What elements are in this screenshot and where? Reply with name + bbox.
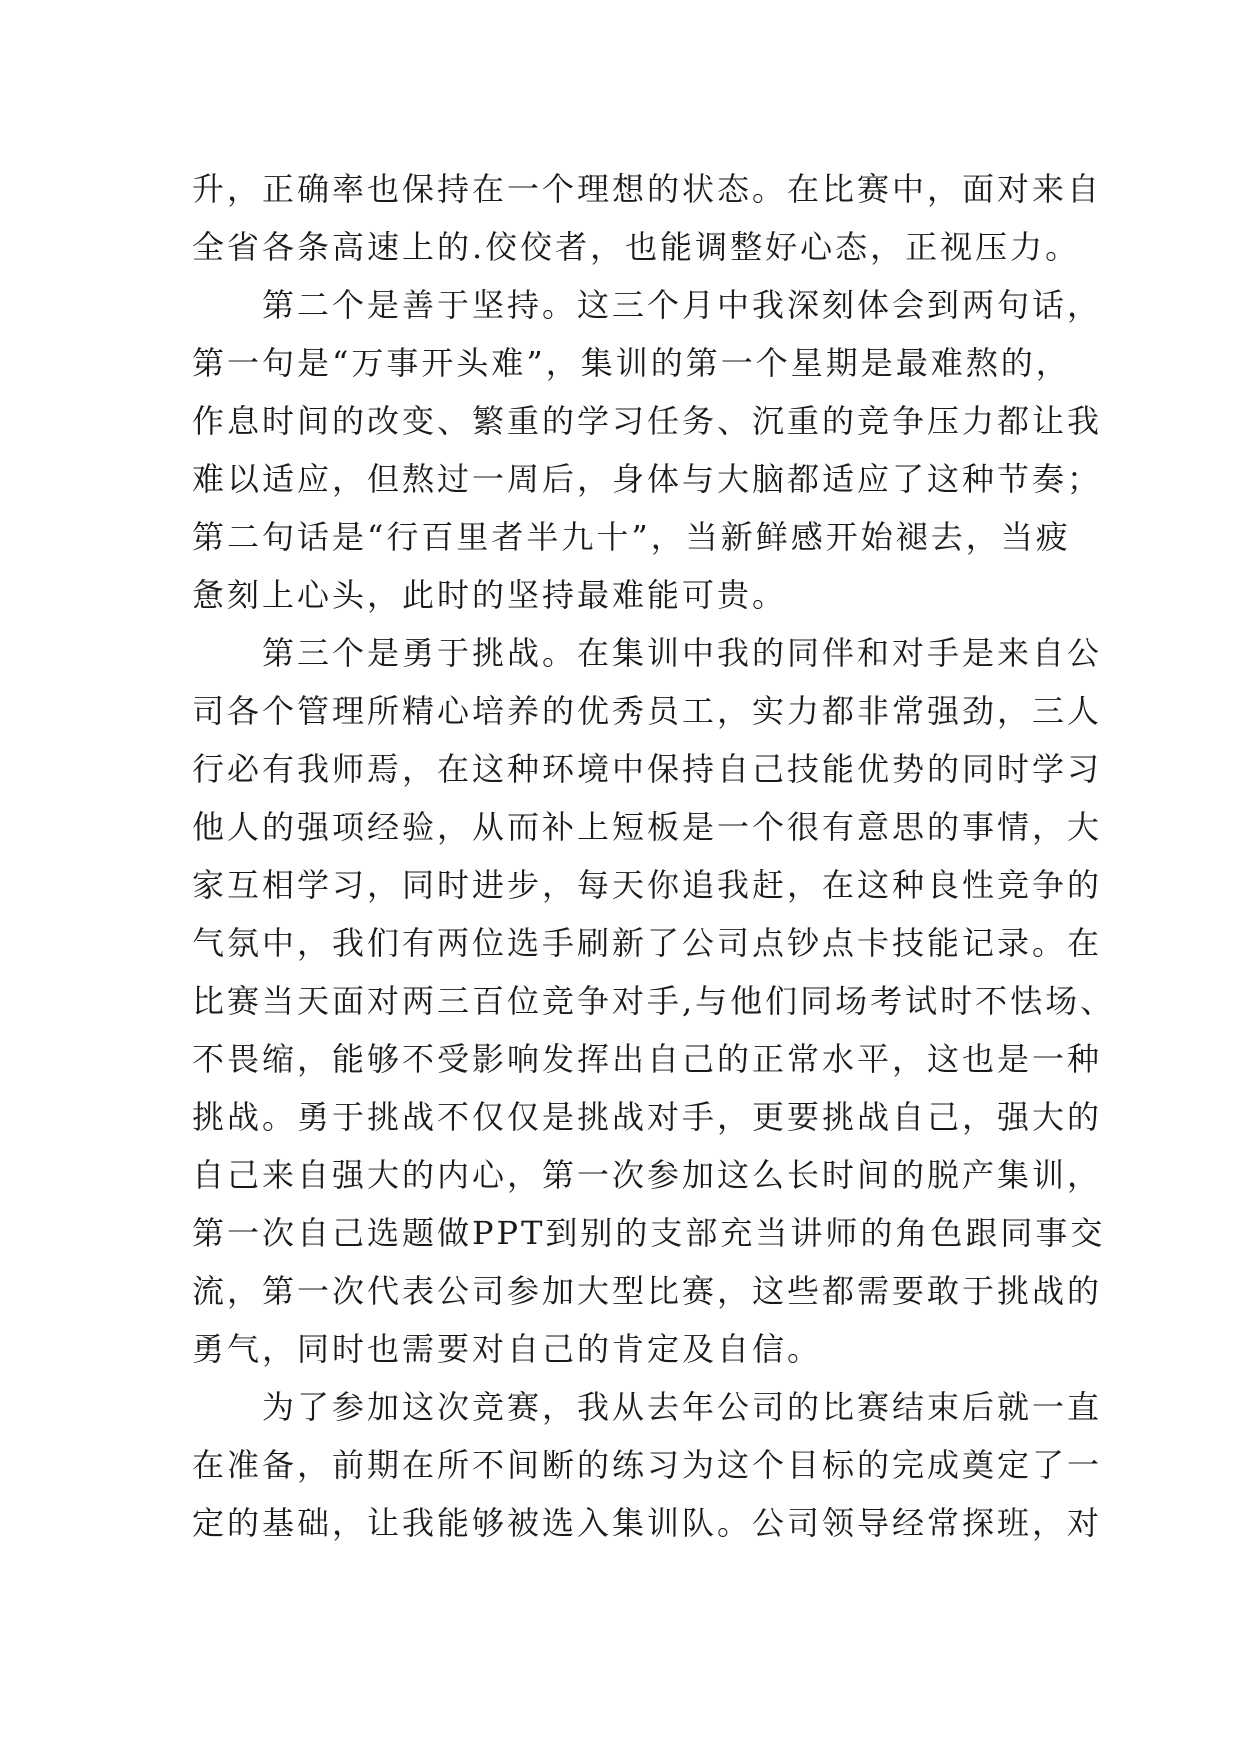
text-line: 行必有我师焉，在这种环境中保持自己技能优势的同时学习	[192, 750, 1103, 788]
text-line: 第一次自己选题做PPT到别的支部充当讲师的角色跟同事交	[192, 1214, 1106, 1252]
paragraph-start-line: 第三个是勇于挑战。在集训中我的同伴和对手是来自公	[262, 634, 1103, 672]
text-line: 在准备，前期在所不间断的练习为这个目标的完成奠定了一	[192, 1446, 1103, 1484]
text-line: 难以适应，但熬过一周后，身体与大脑都适应了这种节奏；	[192, 460, 1103, 498]
paragraph-start-line: 第二个是善于坚持。这三个月中我深刻体会到两句话，	[262, 286, 1103, 324]
document-body	[192, 160, 1116, 1552]
text-line: 勇气，同时也需要对自己的肯定及自信。	[192, 1330, 823, 1368]
text-line: 比赛当天面对两三百位竞争对手,与他们同场考试时不怯场、	[192, 982, 1116, 1020]
text-line: 第二句话是“行百里者半九十”，当新鲜感开始褪去，当疲	[192, 518, 1071, 556]
text-line: 升，正确率也保持在一个理想的状态。在比赛中，面对来自	[192, 170, 1103, 208]
text-line: 气氛中，我们有两位选手刷新了公司点钞点卡技能记录。在	[192, 924, 1103, 962]
text-line: 不畏缩，能够不受影响发挥出自己的正常水平，这也是一种	[192, 1040, 1103, 1078]
text-line: 第一句是“万事开头难”，集训的第一个星期是最难熬的，	[192, 344, 1071, 382]
text-line: 家互相学习，同时进步，每天你追我赶，在这种良性竞争的	[192, 866, 1103, 904]
text-line: 惫刻上心头，此时的坚持最难能可贵。	[192, 576, 788, 614]
text-line: 司各个管理所精心培养的优秀员工，实力都非常强劲，三人	[192, 692, 1103, 730]
text-line: 自己来自强大的内心，第一次参加这么长时间的脱产集训，	[192, 1156, 1103, 1194]
paragraph-start-line: 为了参加这次竞赛，我从去年公司的比赛结束后就一直	[262, 1388, 1103, 1426]
text-line: 全省各条高速上的.佼佼者，也能调整好心态，正视压力。	[192, 228, 1081, 266]
text-line: 流，第一次代表公司参加大型比赛，这些都需要敢于挑战的	[192, 1272, 1103, 1310]
text-line: 作息时间的改变、繁重的学习任务、沉重的竞争压力都让我	[192, 402, 1103, 440]
text-line: 定的基础，让我能够被选入集训队。公司领导经常探班，对	[192, 1504, 1103, 1542]
text-line: 挑战。勇于挑战不仅仅是挑战对手，更要挑战自己，强大的	[192, 1098, 1103, 1136]
text-line: 他人的强项经验，从而补上短板是一个很有意思的事情，大	[192, 808, 1103, 846]
